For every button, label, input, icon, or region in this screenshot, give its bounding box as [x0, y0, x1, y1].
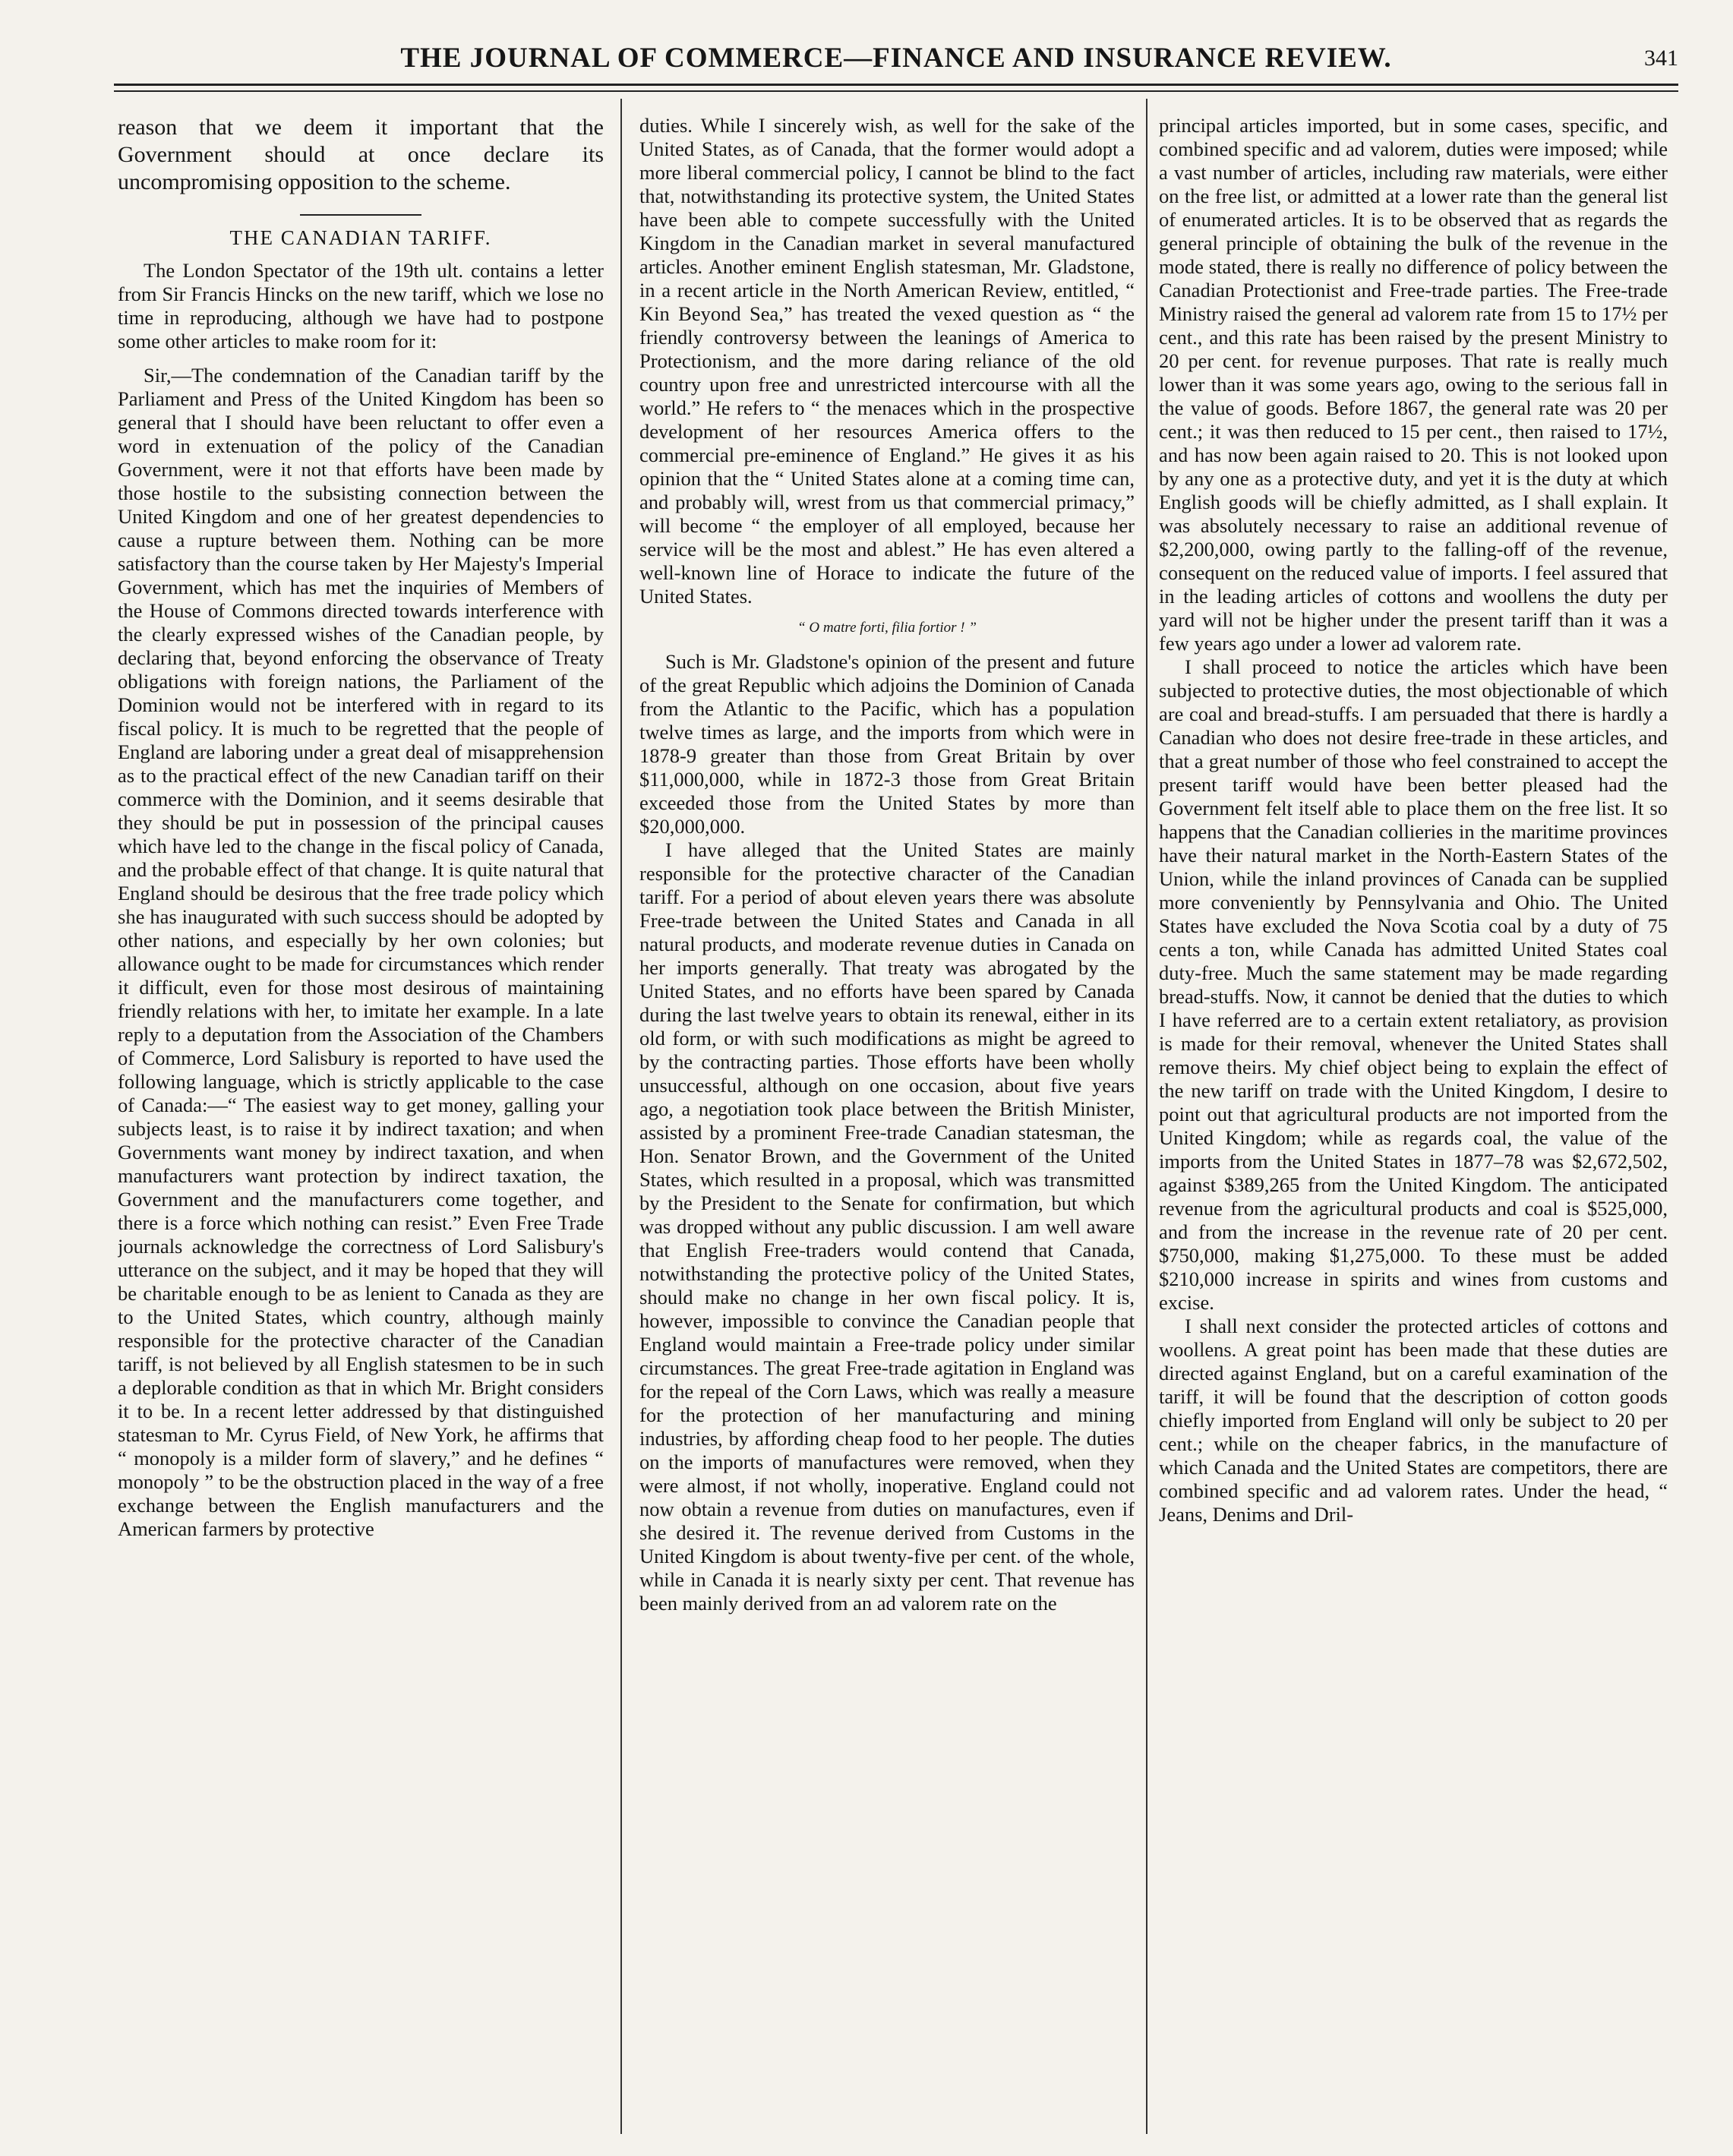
header-rule-thin [114, 90, 1678, 92]
paragraph: principal articles imported, but in some cases, specific, and combined specific and ad valorem, duties were imposed; while a vast number of articles, including raw materials, were either on the free list, or admitted at a lower rate than the general list of enumerated articles. It is to be observed that as regards the general principle of obtaining the bulk of the revenue in the mode stated, there is really no difference of policy between the Canadian Protectionist and Free-trade parties. The Free-trade Ministry raised the general ad valorem rate from 15 to 17½ per cent., and this rate has been raised by the present Ministry to 20 per cent. for revenue purposes. That rate is really much lower than it was some years ago, owing to the serious fall in the value of goods. Before 1867, the general rate was 20 per cent.; it was then reduced to 15 per cent., then raised to 17½, and has now been again raised to 20. This is not looked upon by any one as a protective duty, and yet it is the duty at which English goods will be chiefly admitted, as I shall explain. It was absolutely necessary to raise an additional revenue of $2,200,000, owing partly to the falling-off of the revenue, consequent on the reduced value of imports. I feel assured that in the leading articles of cottons and woollens the duty per yard will not be higher under the present tariff than it was a few years ago under a lower ad valorem rate. [1159, 114, 1668, 655]
horace-quote: “ O matre forti, filia fortior ! ” [797, 620, 977, 636]
paragraph: Such is Mr. Gladstone's opinion of the present and future of the great Republic which adjoins the Dominion of Canada from the Atlantic to the Pacific, which has a population twelve times as large, and the imports from which were in 1878-9 greater than those from Great Britain by over $11,000,000, while in 1872-3 those from Great Britain exceeded those from the United States by more than $20,000,000. [639, 650, 1135, 838]
letter-paragraph: Sir,—The condemnation of the Canadian tariff by the Parliament and Press of the United Kingdom has been so general that I should have been reluctant to offer even a word in extenuation of the policy of the Canadian Government, were it not that efforts have been made by those hostile to the subsisting connection between the United Kingdom and one of her greatest dependencies to cause a rupture between them. Nothing can be more satisfactory than the course taken by Her Majesty's Imperial Government, which has met the inquiries of Members of the House of Commons directed towards interference with the clearly expressed wishes of the Canadian people, by declaring that, beyond enforcing the observance of Treaty obligations with foreign nations, the Parliament of the Dominion would not be interfered with in regard to its fiscal policy. It is much to be regretted that the people of England are laboring under a great deal of misapprehension as to the practical effect of the new Canadian tariff on their commerce with the Dominion, and it seems desirable that they should be put in possession of the principal causes which have led to the change in the fiscal policy of Canada, and the probable effect of that change. It is quite natural that England should be desirous that the free trade policy which she has inaugurated with such success should be adopted by other nations, and especially by her own colonies; but allowance ought to be made for circumstances which render it difficult, even for those most desirous of maintaining friendly relations with her, to imitate her example. In a late reply to a deputation from the Association of the Chambers of Commerce, Lord Salisbury is reported to have used the following language, which is strictly applicable to the case of Canada:—“ The easiest way to get money, galling your subjects least, is to raise it by indirect taxation; and when Governments want money by indirect taxation, and when manufacturers want protection by indirect taxation, the Government and the manufacturers come together, and there is a force which nothing can resist.” Even Free Trade journals acknowledge the correctness of Lord Salisbury's utterance on the subject, and it may be hoped that they will be charitable enough to be as lenient to Canada as they are to the United States, which country, although mainly responsible for the protective character of the Canadian tariff, is not believed by all English statesmen to be in such a deplorable condition as that in which Mr. Bright considers it to be. In a recent letter addressed by that distinguished statesman to Mr. Cyrus Field, of New York, he affirms that “ monopoly is a milder form of slavery,” and he defines “ monopoly ” to be the obstruction placed in the way of a free exchange between the English manufacturers and the American farmers by protective [118, 364, 604, 1540]
page-header [114, 39, 1678, 85]
column-divider [1146, 99, 1147, 2134]
running-title: THE JOURNAL OF COMMERCE—FINANCE AND INSURANCE REVIEW. [400, 43, 1392, 74]
section-rule [300, 214, 421, 216]
section-title: THE CANADIAN TARIFF. [229, 226, 492, 249]
column-3 [1159, 114, 1668, 2134]
paragraph: I shall proceed to notice the articles which have been subjected to protective duties, the most objectionable of which are coal and bread-stuffs. I am persuaded that there is hardly a Canadian who does not desire free-trade in these articles, and that a great number of those who feel constrained to accept the present tariff would have been better pleased had the Government felt itself able to place them on the free list. It so happens that the Canadian collieries in the maritime provinces have their natural market in the North-Eastern States of the Union, while the inland provinces of Canada can be supplied more conveniently by Pennsylvania and Ohio. The United States have excluded the Nova Scotia coal by a duty of 75 cents a ton, while Canada has admitted United States coal duty-free. Much the same statement may be made regarding bread-stuffs. Now, it cannot be denied that the duties to which I have referred are to a certain extent retaliatory, as provision is made for their removal, whenever the United States shall remove theirs. My chief object being to explain the effect of the new tariff on trade with the United Kingdom, I desire to point out that agricultural products are not imported from the United Kingdom; while as regards coal, the value of the imports from the United States in 1877–78 was $2,672,502, against $389,265 from the United Kingdom. The anticipated revenue from the agricultural products and coal is $525,000, and from the increase in the revenue rate of 20 per cent. $750,000, making $1,275,000. To these must be added $210,000 increase in spirits and wines from customs and excise. [1159, 655, 1668, 1314]
column-divider [620, 99, 622, 2134]
page-number: 341 [1644, 46, 1678, 71]
paragraph: duties. While I sincerely wish, as well for the sake of the United States, as of Canada, that the former would adopt a more liberal commercial policy, I cannot be blind to the fact that, notwithstanding its protective system, the United States have been able to compete successfully with the United Kingdom in the Canadian market in several manufactured articles. Another eminent English statesman, Mr. Gladstone, in a recent article in the North American Review, entitled, “ Kin Beyond Sea,” has treated the vexed question as “ the friendly controversy between the leanings of America to Protectionism, and the more daring reliance of the old country upon free and unrestricted intercourse with all the world.” He refers to “ the menaces which in the prospective development of her resources America offers to the commercial pre-eminence of England.” He gives it as his opinion that the “ United States alone at a coming time can, and probably will, wrest from us that commercial primacy,” will become “ the employer of all employed, because her service will be the most and ablest.” He has even altered a well-known line of Horace to indicate the future of the United States. [639, 114, 1135, 608]
header-rule [114, 84, 1678, 86]
lead-paragraph: reason that we deem it important that the Government should at once declare its uncompromising opposition to the scheme. [118, 115, 604, 194]
paragraph: I shall next consider the protected articles of cottons and woollens. A great point has been made that these duties are directed against England, but on a careful examination of the tariff, it will be found that the description of cotton goods chiefly imported from England will only be subject to 20 per cent.; while on the cheaper fabrics, in the manufacture of which Canada and the United States are competitors, there are combined specific and ad valorem rates. Under the head, “ Jeans, Denims and Dril- [1159, 1315, 1668, 1526]
column-1 [118, 114, 604, 2134]
paragraph: I have alleged that the United States are mainly responsible for the protective character of the Canadian tariff. For a period of about eleven years there was absolute Free-trade between the United States and Canada in all natural products, and moderate revenue duties in Canada on her imports generally. That treaty was abrogated by the United States, and no efforts have been spared by Canada during the last twelve years to obtain its renewal, either in its old form, or with such modifications as might be agreed to by the contracting parties. Those efforts have been wholly unsuccessful, although on one occasion, about five years ago, a negotiation took place between the British Minister, assisted by a prominent Free-trade Canadian statesman, the Hon. Senator Brown, and the Government of the United States, which resulted in a proposal, which was transmitted by the President to the Senate for confirmation, but which was dropped without any public discussion. I am well aware that English Free-traders would contend that Canada, notwithstanding the protective policy of the United States, should make no change in her own fiscal policy. It is, however, impossible to convince the Canadian people that England would maintain a Free-trade policy under similar circumstances. The great Free-trade agitation in England was for the repeal of the Corn Laws, which was really a measure for the protection of her manufacturing and mining industries, by affording cheap food to her people. The duties on the imports of manufactures were removed, when they were almost, if not wholly, inoperative. England could not now obtain a revenue from duties on manufactures, even if she desired it. The revenue derived from Customs in the United Kingdom is about twenty-five per cent. of the whole, while in Canada it is nearly sixty per cent. That revenue has been mainly derived from an ad valorem rate on the [639, 838, 1135, 1615]
column-2 [639, 114, 1135, 2134]
intro-paragraph: The London Spectator of the 19th ult. contains a letter from Sir Francis Hincks on the new tariff, which we lose no time in reproducing, although we have had to postpone some other articles to make room for it: [118, 259, 604, 352]
